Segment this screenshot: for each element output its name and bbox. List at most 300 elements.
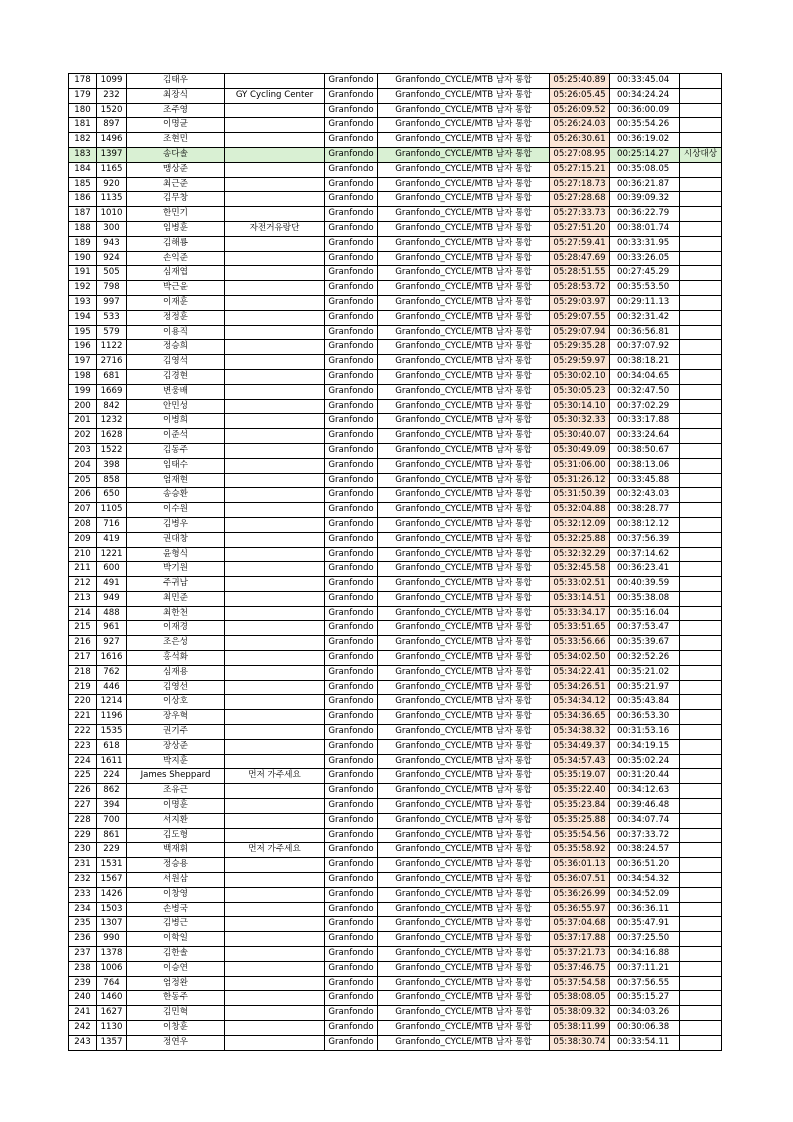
cell-finish-time: 05:34:36.65 [550, 710, 610, 725]
cell-name: 조유근 [127, 784, 225, 799]
cell-finish-time: 05:35:23.84 [550, 799, 610, 814]
table-row [69, 769, 722, 784]
cell-name: 정승용 [127, 858, 225, 873]
cell-rank: 205 [69, 473, 97, 488]
cell-rank: 230 [69, 843, 97, 858]
cell-bib: 1460 [97, 991, 127, 1006]
cell-bib: 1130 [97, 1021, 127, 1036]
cell-bib: 862 [97, 784, 127, 799]
cell-team [225, 369, 325, 384]
cell-team [225, 591, 325, 606]
cell-lap-time: 00:36:51.20 [610, 858, 680, 873]
cell-finish-time: 05:37:46.75 [550, 961, 610, 976]
cell-team [225, 784, 325, 799]
cell-name: 안민성 [127, 399, 225, 414]
cell-bib: 861 [97, 828, 127, 843]
cell-note [680, 384, 722, 399]
cell-course: Granfondo [325, 147, 378, 162]
table-row [69, 813, 722, 828]
cell-note [680, 488, 722, 503]
cell-finish-time: 05:29:07.55 [550, 310, 610, 325]
cell-finish-time: 05:32:32.29 [550, 547, 610, 562]
cell-rank: 186 [69, 192, 97, 207]
cell-team [225, 665, 325, 680]
cell-course: Granfondo [325, 1006, 378, 1021]
cell-note [680, 799, 722, 814]
table-row [69, 133, 722, 148]
table-row [69, 621, 722, 636]
cell-team [225, 961, 325, 976]
cell-lap-time: 00:33:24.64 [610, 429, 680, 444]
table-row [69, 976, 722, 991]
cell-rank: 197 [69, 355, 97, 370]
table-row [69, 695, 722, 710]
cell-finish-time: 05:28:47.69 [550, 251, 610, 266]
table-row [69, 606, 722, 621]
cell-finish-time: 05:30:32.33 [550, 414, 610, 429]
cell-name: 이승연 [127, 961, 225, 976]
cell-finish-time: 05:35:25.88 [550, 813, 610, 828]
cell-rank: 232 [69, 873, 97, 888]
cell-note [680, 162, 722, 177]
cell-note [680, 517, 722, 532]
cell-team [225, 384, 325, 399]
cell-team [225, 695, 325, 710]
cell-lap-time: 00:36:21.87 [610, 177, 680, 192]
cell-category: Granfondo_CYCLE/MTB 남자 통합 [378, 665, 550, 680]
cell-name: 이창훈 [127, 1021, 225, 1036]
table-row [69, 739, 722, 754]
cell-name: 권기주 [127, 725, 225, 740]
cell-team [225, 725, 325, 740]
table-row [69, 562, 722, 577]
cell-rank: 212 [69, 577, 97, 592]
cell-note [680, 1006, 722, 1021]
cell-course: Granfondo [325, 562, 378, 577]
cell-course: Granfondo [325, 103, 378, 118]
cell-course: Granfondo [325, 932, 378, 947]
cell-rank: 227 [69, 799, 97, 814]
cell-note [680, 503, 722, 518]
cell-course: Granfondo [325, 355, 378, 370]
cell-rank: 222 [69, 725, 97, 740]
cell-rank: 194 [69, 310, 97, 325]
cell-finish-time: 05:27:28.68 [550, 192, 610, 207]
cell-category: Granfondo_CYCLE/MTB 남자 통합 [378, 236, 550, 251]
cell-course: Granfondo [325, 281, 378, 296]
table-row [69, 547, 722, 562]
cell-category: Granfondo_CYCLE/MTB 남자 통합 [378, 133, 550, 148]
cell-course: Granfondo [325, 399, 378, 414]
cell-course: Granfondo [325, 591, 378, 606]
cell-course: Granfondo [325, 458, 378, 473]
cell-bib: 1196 [97, 710, 127, 725]
cell-note [680, 858, 722, 873]
cell-team [225, 133, 325, 148]
cell-team [225, 399, 325, 414]
cell-course: Granfondo [325, 769, 378, 784]
cell-name: 장우혁 [127, 710, 225, 725]
cell-name: 김해룡 [127, 236, 225, 251]
cell-rank: 233 [69, 887, 97, 902]
cell-note [680, 473, 722, 488]
cell-rank: 198 [69, 369, 97, 384]
cell-category: Granfondo_CYCLE/MTB 남자 통합 [378, 74, 550, 89]
cell-name: 송다솔 [127, 147, 225, 162]
cell-name: 윤형식 [127, 547, 225, 562]
cell-finish-time: 05:37:54.58 [550, 976, 610, 991]
cell-lap-time: 00:30:06.38 [610, 1021, 680, 1036]
cell-team [225, 147, 325, 162]
cell-course: Granfondo [325, 207, 378, 222]
cell-finish-time: 05:26:09.52 [550, 103, 610, 118]
cell-category: Granfondo_CYCLE/MTB 남자 통합 [378, 680, 550, 695]
cell-bib: 924 [97, 251, 127, 266]
cell-team [225, 547, 325, 562]
cell-bib: 681 [97, 369, 127, 384]
cell-category: Granfondo_CYCLE/MTB 남자 통합 [378, 325, 550, 340]
cell-bib: 1531 [97, 858, 127, 873]
cell-category: Granfondo_CYCLE/MTB 남자 통합 [378, 429, 550, 444]
table-row [69, 1021, 722, 1036]
cell-category: Granfondo_CYCLE/MTB 남자 통합 [378, 532, 550, 547]
cell-rank: 223 [69, 739, 97, 754]
results-table [68, 73, 722, 1051]
cell-category: Granfondo_CYCLE/MTB 남자 통합 [378, 517, 550, 532]
cell-course: Granfondo [325, 88, 378, 103]
table-row [69, 680, 722, 695]
cell-name: 송승환 [127, 488, 225, 503]
cell-finish-time: 05:35:58.92 [550, 843, 610, 858]
cell-team [225, 488, 325, 503]
cell-lap-time: 00:33:54.11 [610, 1035, 680, 1050]
cell-rank: 178 [69, 74, 97, 89]
cell-note [680, 133, 722, 148]
cell-note [680, 976, 722, 991]
cell-course: Granfondo [325, 369, 378, 384]
cell-name: 김무창 [127, 192, 225, 207]
cell-bib: 1426 [97, 887, 127, 902]
cell-team [225, 813, 325, 828]
cell-name: 최민준 [127, 591, 225, 606]
cell-course: Granfondo [325, 710, 378, 725]
cell-note [680, 621, 722, 636]
cell-team [225, 429, 325, 444]
cell-team [225, 917, 325, 932]
cell-name: 변웅배 [127, 384, 225, 399]
cell-bib: 398 [97, 458, 127, 473]
cell-note [680, 843, 722, 858]
table-row [69, 902, 722, 917]
cell-rank: 236 [69, 932, 97, 947]
cell-note [680, 813, 722, 828]
cell-note [680, 414, 722, 429]
cell-note [680, 562, 722, 577]
cell-lap-time: 00:34:07.74 [610, 813, 680, 828]
cell-category: Granfondo_CYCLE/MTB 남자 통합 [378, 266, 550, 281]
cell-note [680, 355, 722, 370]
cell-note [680, 547, 722, 562]
cell-name: 조현민 [127, 133, 225, 148]
cell-category: Granfondo_CYCLE/MTB 남자 통합 [378, 88, 550, 103]
cell-category: Granfondo_CYCLE/MTB 남자 통합 [378, 651, 550, 666]
cell-team [225, 517, 325, 532]
cell-finish-time: 05:34:49.37 [550, 739, 610, 754]
cell-category: Granfondo_CYCLE/MTB 남자 통합 [378, 192, 550, 207]
cell-bib: 1221 [97, 547, 127, 562]
cell-lap-time: 00:33:45.04 [610, 74, 680, 89]
cell-rank: 193 [69, 295, 97, 310]
cell-course: Granfondo [325, 976, 378, 991]
cell-course: Granfondo [325, 843, 378, 858]
cell-team [225, 636, 325, 651]
cell-finish-time: 05:31:50.39 [550, 488, 610, 503]
cell-finish-time: 05:29:03.97 [550, 295, 610, 310]
cell-name: 박근윤 [127, 281, 225, 296]
cell-lap-time: 00:35:53.50 [610, 281, 680, 296]
cell-bib: 232 [97, 88, 127, 103]
cell-bib: 300 [97, 221, 127, 236]
cell-lap-time: 00:38:24.57 [610, 843, 680, 858]
cell-course: Granfondo [325, 813, 378, 828]
cell-name: 김민혁 [127, 1006, 225, 1021]
cell-name: 이재훈 [127, 295, 225, 310]
cell-rank: 202 [69, 429, 97, 444]
cell-note [680, 266, 722, 281]
cell-bib: 2716 [97, 355, 127, 370]
cell-bib: 716 [97, 517, 127, 532]
cell-rank: 226 [69, 784, 97, 799]
cell-course: Granfondo [325, 754, 378, 769]
cell-note [680, 281, 722, 296]
cell-bib: 949 [97, 591, 127, 606]
cell-finish-time: 05:35:54.56 [550, 828, 610, 843]
cell-lap-time: 00:37:25.50 [610, 932, 680, 947]
table-row [69, 873, 722, 888]
cell-lap-time: 00:35:02.24 [610, 754, 680, 769]
cell-rank: 220 [69, 695, 97, 710]
cell-rank: 239 [69, 976, 97, 991]
table-row [69, 754, 722, 769]
cell-lap-time: 00:35:16.04 [610, 606, 680, 621]
cell-course: Granfondo [325, 680, 378, 695]
cell-course: Granfondo [325, 443, 378, 458]
cell-lap-time: 00:33:45.88 [610, 473, 680, 488]
table-row [69, 251, 722, 266]
cell-lap-time: 00:29:11.13 [610, 295, 680, 310]
cell-course: Granfondo [325, 118, 378, 133]
cell-finish-time: 05:37:17.88 [550, 932, 610, 947]
cell-category: Granfondo_CYCLE/MTB 남자 통합 [378, 917, 550, 932]
cell-team [225, 103, 325, 118]
cell-category: Granfondo_CYCLE/MTB 남자 통합 [378, 799, 550, 814]
cell-rank: 201 [69, 414, 97, 429]
cell-category: Granfondo_CYCLE/MTB 남자 통합 [378, 547, 550, 562]
cell-lap-time: 00:39:46.48 [610, 799, 680, 814]
cell-bib: 1520 [97, 103, 127, 118]
cell-note [680, 340, 722, 355]
cell-course: Granfondo [325, 961, 378, 976]
cell-note [680, 221, 722, 236]
cell-bib: 990 [97, 932, 127, 947]
cell-team [225, 710, 325, 725]
cell-category: Granfondo_CYCLE/MTB 남자 통합 [378, 251, 550, 266]
table-row [69, 192, 722, 207]
cell-team [225, 281, 325, 296]
cell-rank: 216 [69, 636, 97, 651]
cell-bib: 1214 [97, 695, 127, 710]
cell-rank: 196 [69, 340, 97, 355]
cell-finish-time: 05:27:33.73 [550, 207, 610, 222]
table-row [69, 532, 722, 547]
cell-rank: 204 [69, 458, 97, 473]
cell-category: Granfondo_CYCLE/MTB 남자 통합 [378, 887, 550, 902]
cell-rank: 188 [69, 221, 97, 236]
cell-bib: 533 [97, 310, 127, 325]
cell-bib: 1496 [97, 133, 127, 148]
cell-note [680, 902, 722, 917]
cell-lap-time: 00:34:24.24 [610, 88, 680, 103]
cell-finish-time: 05:32:25.88 [550, 532, 610, 547]
cell-rank: 206 [69, 488, 97, 503]
cell-rank: 210 [69, 547, 97, 562]
cell-category: Granfondo_CYCLE/MTB 남자 통합 [378, 473, 550, 488]
cell-lap-time: 00:35:38.08 [610, 591, 680, 606]
cell-bib: 1105 [97, 503, 127, 518]
cell-rank: 189 [69, 236, 97, 251]
table-row [69, 310, 722, 325]
cell-category: Granfondo_CYCLE/MTB 남자 통합 [378, 591, 550, 606]
cell-name: 심재용 [127, 665, 225, 680]
cell-bib: 1378 [97, 947, 127, 962]
cell-name: 이상호 [127, 695, 225, 710]
cell-note [680, 443, 722, 458]
cell-team [225, 295, 325, 310]
cell-bib: 1628 [97, 429, 127, 444]
cell-course: Granfondo [325, 725, 378, 740]
cell-name: 맹상준 [127, 162, 225, 177]
cell-bib: 1522 [97, 443, 127, 458]
cell-lap-time: 00:37:07.92 [610, 340, 680, 355]
cell-finish-time: 05:32:04.88 [550, 503, 610, 518]
cell-finish-time: 05:35:19.07 [550, 769, 610, 784]
cell-category: Granfondo_CYCLE/MTB 남자 통합 [378, 873, 550, 888]
cell-finish-time: 05:29:59.97 [550, 355, 610, 370]
cell-category: Granfondo_CYCLE/MTB 남자 통합 [378, 828, 550, 843]
table-row [69, 118, 722, 133]
table-row [69, 636, 722, 651]
cell-note [680, 680, 722, 695]
cell-name: 장상준 [127, 739, 225, 754]
cell-team [225, 651, 325, 666]
cell-note [680, 651, 722, 666]
cell-name: 이재경 [127, 621, 225, 636]
cell-bib: 600 [97, 562, 127, 577]
cell-finish-time: 05:38:11.99 [550, 1021, 610, 1036]
cell-note [680, 310, 722, 325]
cell-lap-time: 00:37:56.39 [610, 532, 680, 547]
cell-note [680, 103, 722, 118]
cell-team [225, 355, 325, 370]
cell-rank: 234 [69, 902, 97, 917]
cell-rank: 200 [69, 399, 97, 414]
cell-rank: 184 [69, 162, 97, 177]
cell-lap-time: 00:32:47.50 [610, 384, 680, 399]
table-row [69, 281, 722, 296]
cell-team: 먼저 가주세요 [225, 843, 325, 858]
cell-name: James Sheppard [127, 769, 225, 784]
cell-rank: 190 [69, 251, 97, 266]
cell-lap-time: 00:34:12.63 [610, 784, 680, 799]
cell-team [225, 976, 325, 991]
cell-note [680, 784, 722, 799]
cell-bib: 943 [97, 236, 127, 251]
cell-team [225, 1035, 325, 1050]
cell-rank: 217 [69, 651, 97, 666]
cell-course: Granfondo [325, 221, 378, 236]
cell-course: Granfondo [325, 133, 378, 148]
cell-note [680, 295, 722, 310]
cell-course: Granfondo [325, 177, 378, 192]
cell-bib: 229 [97, 843, 127, 858]
cell-category: Granfondo_CYCLE/MTB 남자 통합 [378, 295, 550, 310]
cell-lap-time: 00:35:21.02 [610, 665, 680, 680]
cell-team [225, 340, 325, 355]
cell-finish-time: 05:27:18.73 [550, 177, 610, 192]
table-row [69, 932, 722, 947]
cell-note [680, 369, 722, 384]
cell-category: Granfondo_CYCLE/MTB 남자 통합 [378, 902, 550, 917]
cell-bib: 1099 [97, 74, 127, 89]
cell-bib: 700 [97, 813, 127, 828]
cell-name: 정연우 [127, 1035, 225, 1050]
cell-rank: 224 [69, 754, 97, 769]
cell-lap-time: 00:35:21.97 [610, 680, 680, 695]
cell-name: 조주영 [127, 103, 225, 118]
table-row [69, 473, 722, 488]
cell-team [225, 562, 325, 577]
cell-bib: 1611 [97, 754, 127, 769]
cell-finish-time: 05:38:08.05 [550, 991, 610, 1006]
cell-rank: 208 [69, 517, 97, 532]
cell-finish-time: 05:31:06.00 [550, 458, 610, 473]
cell-lap-time: 00:38:50.67 [610, 443, 680, 458]
cell-finish-time: 05:36:55.97 [550, 902, 610, 917]
cell-course: Granfondo [325, 325, 378, 340]
cell-note [680, 828, 722, 843]
cell-lap-time: 00:32:43.03 [610, 488, 680, 503]
cell-finish-time: 05:26:30.61 [550, 133, 610, 148]
cell-finish-time: 05:28:53.72 [550, 281, 610, 296]
cell-bib: 488 [97, 606, 127, 621]
cell-category: Granfondo_CYCLE/MTB 남자 통합 [378, 162, 550, 177]
cell-course: Granfondo [325, 1035, 378, 1050]
cell-bib: 579 [97, 325, 127, 340]
table-row [69, 1006, 722, 1021]
cell-lap-time: 00:31:53.16 [610, 725, 680, 740]
table-row [69, 103, 722, 118]
cell-rank: 180 [69, 103, 97, 118]
cell-note [680, 207, 722, 222]
cell-rank: 229 [69, 828, 97, 843]
cell-bib: 1307 [97, 917, 127, 932]
cell-finish-time: 05:30:14.10 [550, 399, 610, 414]
cell-lap-time: 00:37:53.47 [610, 621, 680, 636]
cell-name: 손병국 [127, 902, 225, 917]
cell-course: Granfondo [325, 503, 378, 518]
cell-team [225, 1021, 325, 1036]
cell-rank: 195 [69, 325, 97, 340]
